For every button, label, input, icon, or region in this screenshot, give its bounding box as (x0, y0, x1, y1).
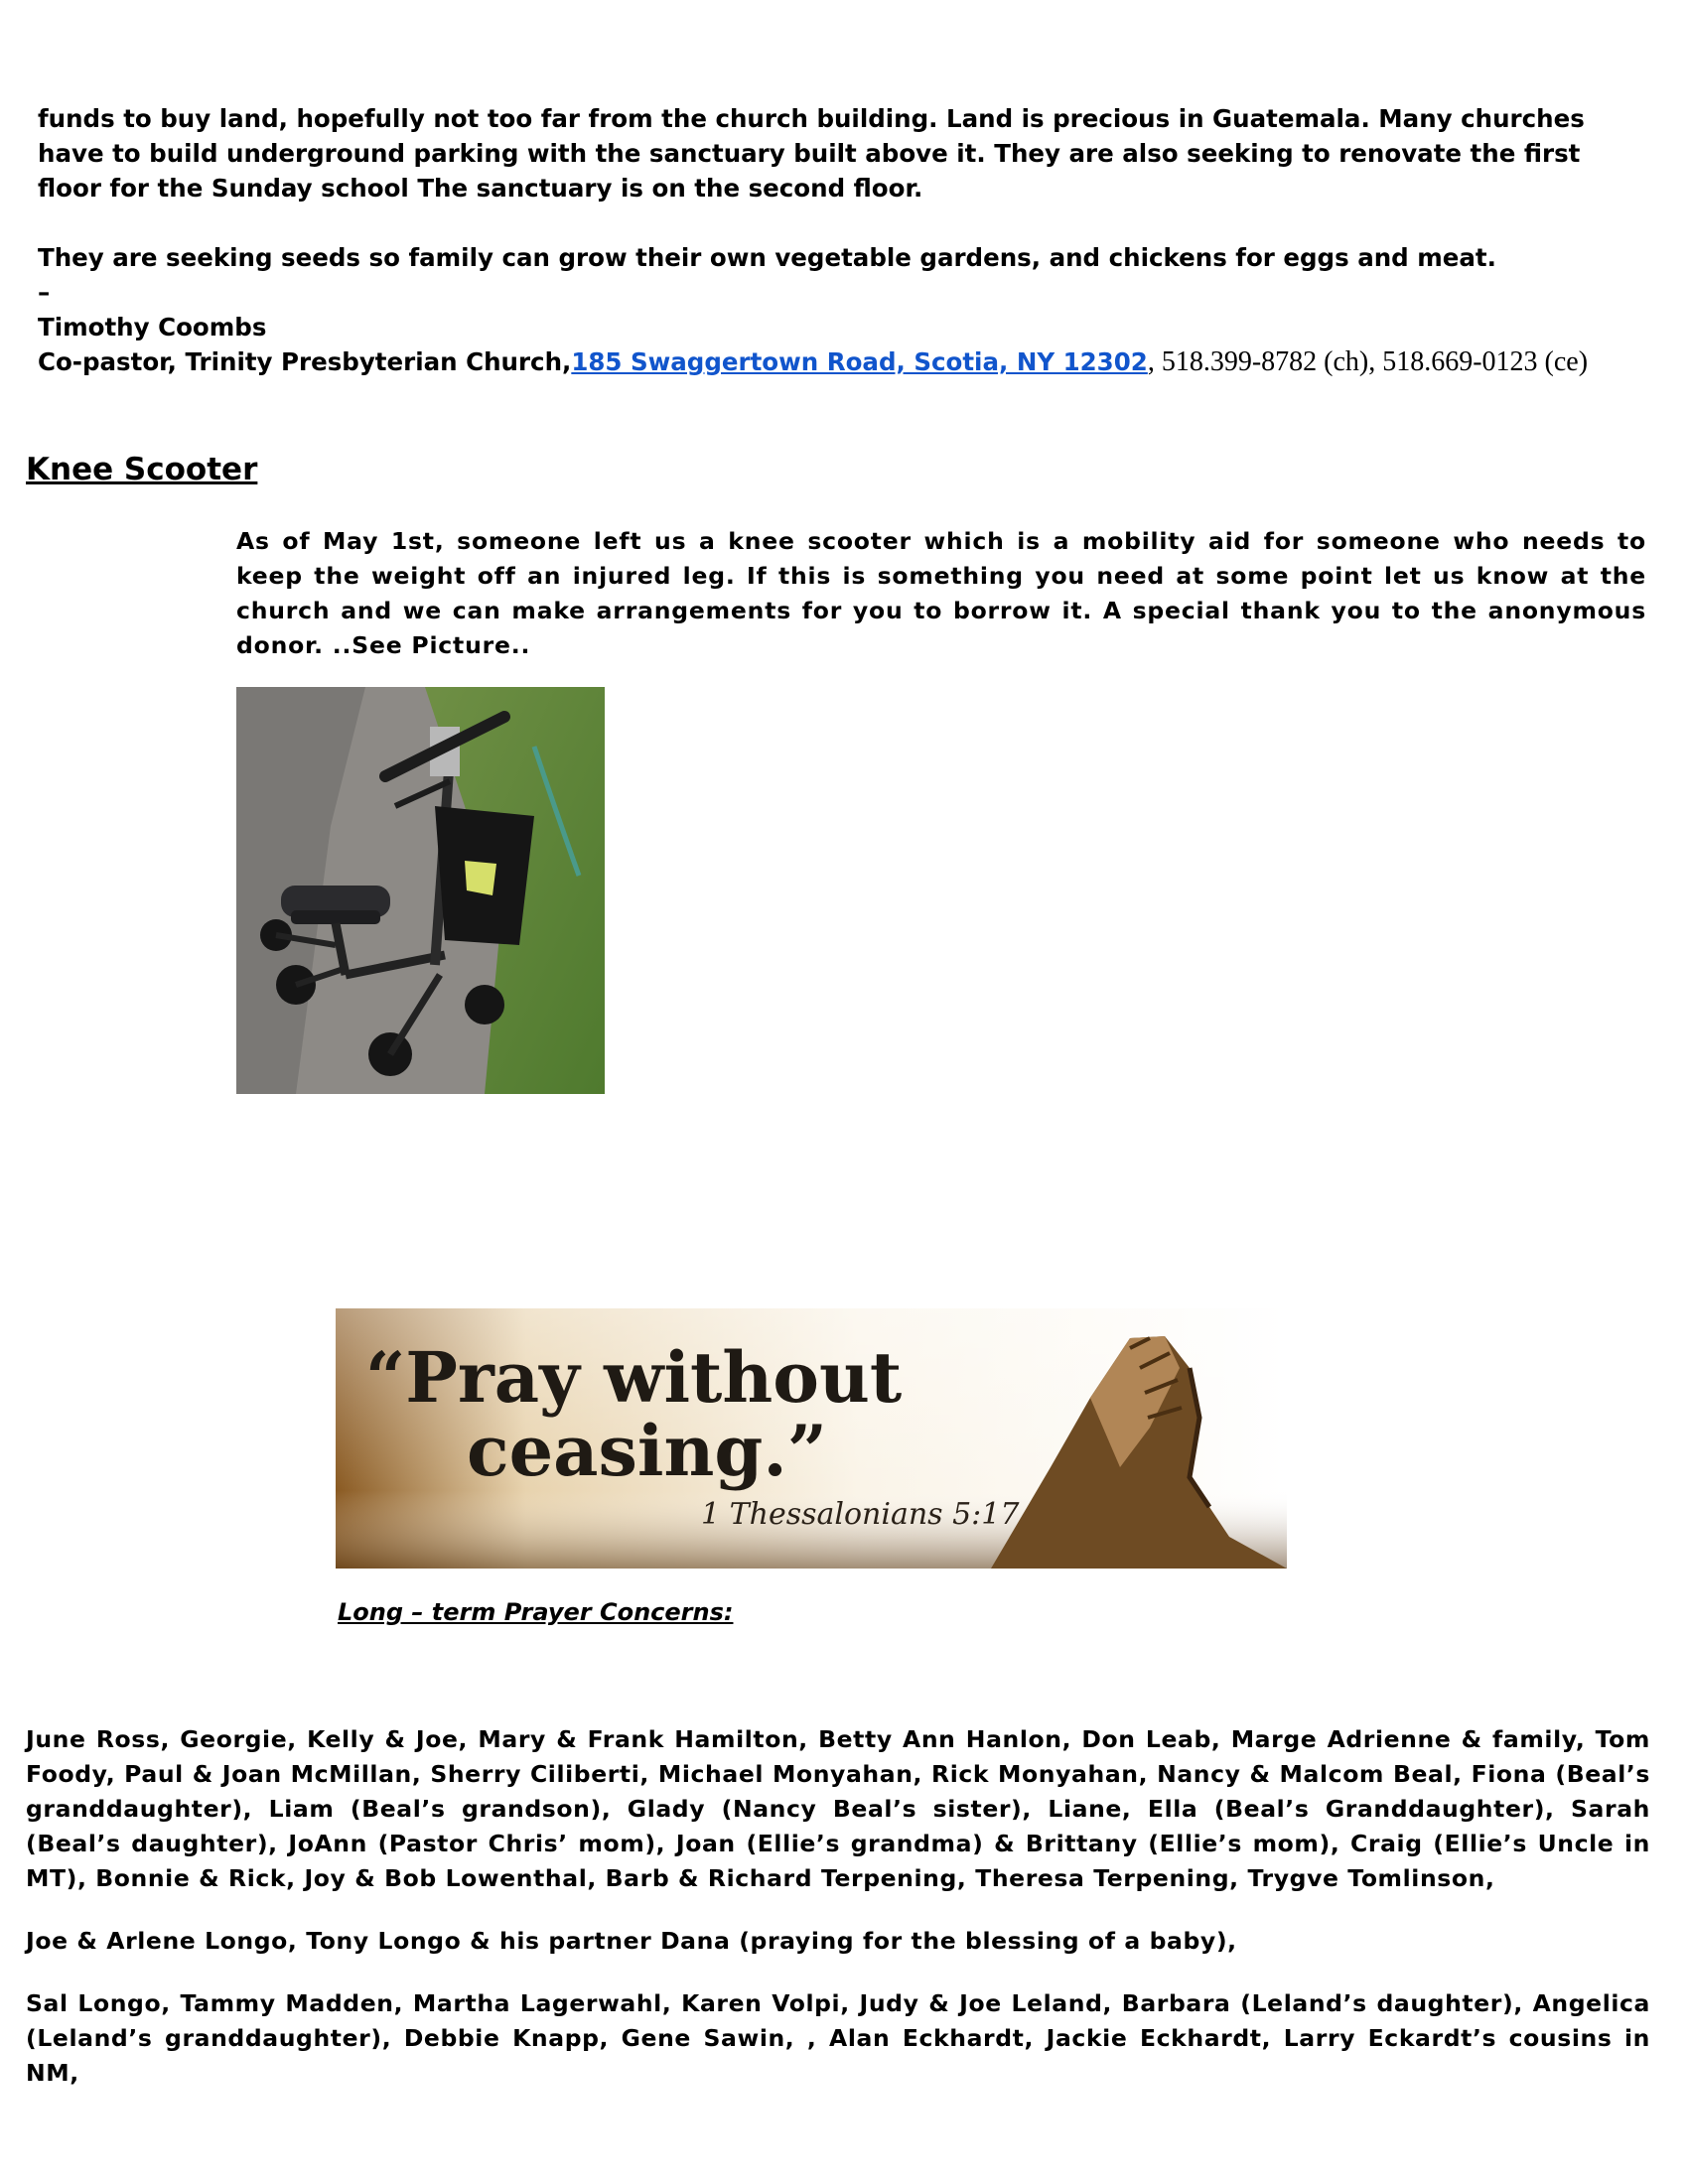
funds-paragraph: funds to buy land, hopefully not too far from the church building. Land is precious in Guatemala. Many churches have to build underground parking with the sanctuary built above it. They are also seeking to renovate the first floor for the Sunday school The sanctuary is on the second floor. (38, 104, 1585, 203)
prayer-list (26, 1722, 1650, 2118)
knee-scooter-heading: Knee Scooter (26, 452, 258, 487)
prayer-paragraph: June Ross, Georgie, Kelly & Joe, Mary & Frank Hamilton, Betty Ann Hanlon, Don Leab, Marge Adrienne & family, Tom Foody, Paul & Joan McMillan, Sherry Ciliberti, Michael Monyahan, Rick Monyahan, Nancy & Malcom Beal, Fiona (Beal’s granddaughter), Liam (Beal’s grandson), Glady (Nancy Beal’s sister), Liane, Ella (Beal’s Granddaughter), Sarah (Beal’s daughter), JoAnn (Pastor Chris’ mom), Joan (Ellie’s grandma) & Brittany (Ellie’s mom), Craig (Ellie’s Uncle in MT), Bonnie & Rick, Joy & Bob Lowenthal, Barb & Richard Terpening, Theresa Terpening, Trygve Tomlinson, (26, 1725, 1650, 1892)
banner-reference: 1 Thessalonians 5:17 (701, 1497, 1020, 1532)
knee-scooter-illustration (236, 687, 605, 1094)
seeds-paragraph: They are seeking seeds so family can grow their own vegetable gardens, and chickens for eggs and meat. (38, 243, 1496, 272)
address-link[interactable]: 185 Swaggertown Road, Scotia, NY 12302 (571, 347, 1148, 376)
banner-quote-line1: “Pray without (365, 1336, 903, 1419)
prayer-concerns-title: Long – term Prayer Concerns: (338, 1598, 734, 1626)
prayer-paragraph: Joe & Arlene Longo, Tony Longo & his partner Dana (praying for the blessing of a baby), (26, 1927, 1237, 1955)
top-section (38, 101, 1646, 379)
signature-dash: – (38, 278, 51, 307)
knee-scooter-text: As of May 1st, someone left us a knee scooter which is a mobility aid for someone who needs to keep the weight off an injured leg. If this is something you need at some point let us know at the church and we can make arrangements for you to borrow it. A special thank you to the anonymous donor. ..See Picture.. (236, 527, 1646, 659)
banner-quote-line2: ceasing.” (467, 1410, 827, 1492)
prayer-paragraph: Sal Longo, Tammy Madden, Martha Lagerwahl, Karen Volpi, Judy & Joe Leland, Barbara (Leland’s daughter), Angelica (Leland’s granddaughter), Debbie Knapp, Gene Sawin, , Alan Eckhardt, Jackie Eckhardt, Larry Eckardt’s cousins in NM, (26, 1989, 1650, 2087)
signature-title: Co-pastor, Trinity Presbyterian Church, (38, 347, 572, 376)
knee-scooter-photo (236, 687, 605, 1094)
phone-numbers: , 518.399-8782 (ch), 518.669-0123 (ce) (1147, 346, 1589, 377)
pray-banner (336, 1308, 1287, 1569)
signature-line (38, 344, 1646, 379)
signature-name: Timothy Coombs (38, 313, 267, 341)
